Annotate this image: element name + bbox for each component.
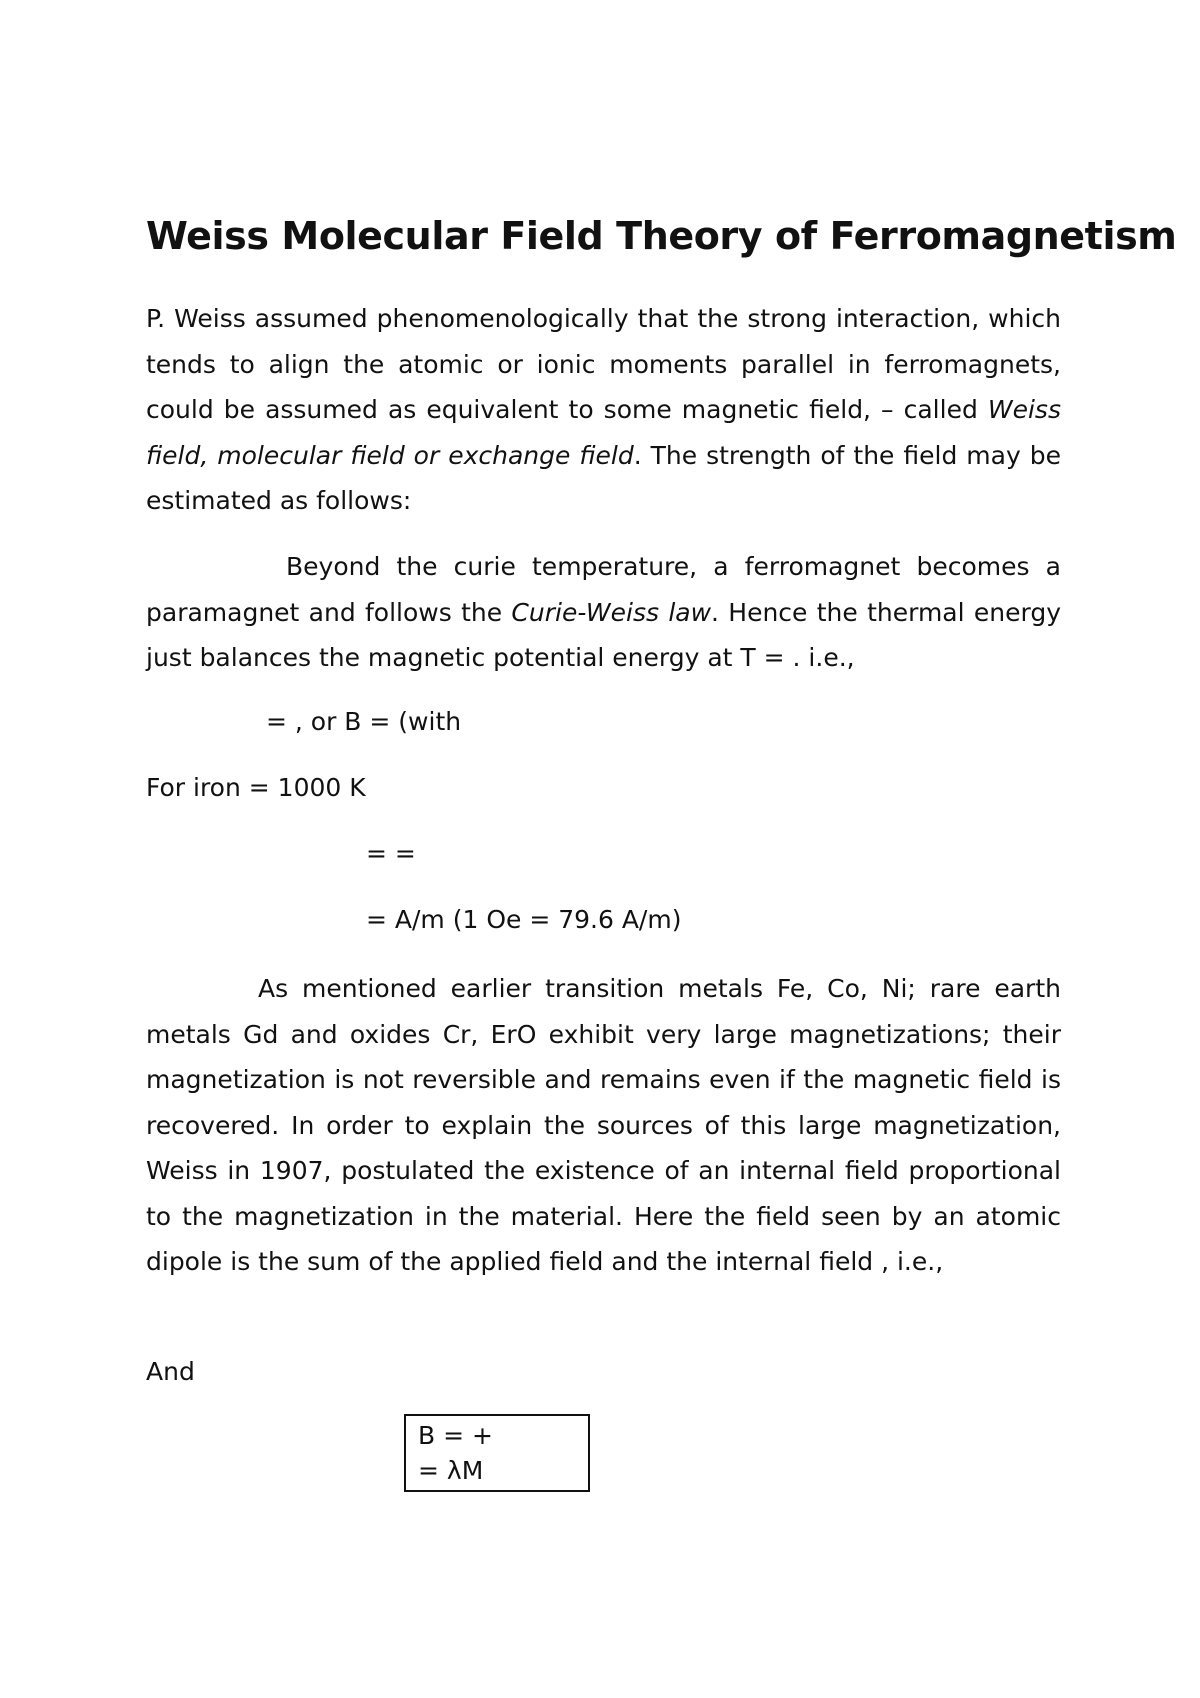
curie-weiss-law-term: Curie-Weiss law: [511, 597, 712, 627]
boxed-equation-internal-field: = λM: [418, 1456, 484, 1485]
equation-field-value: = A/m (1 Oe = 79.6 A/m): [366, 905, 682, 934]
equation-energy-balance: = , or B = (with: [266, 707, 462, 736]
boxed-equation-total-field: B = +: [418, 1421, 493, 1450]
equation-field-estimate: = =: [366, 839, 416, 868]
equation-iron-curie-temp: For iron = 1000 K: [146, 773, 366, 802]
intro-italic-terms: Weiss field, molecular field or exchange field: [146, 395, 1061, 470]
intro-text-end: . The strength of the field may be estimated as follows:: [146, 440, 1061, 515]
intro-paragraph: [146, 296, 1061, 524]
curie-text-start: Beyond the curie temperature, a ferromagnet becomes a paramagnet and follows the: [146, 552, 1061, 627]
internal-field-paragraph: As mentioned earlier transition metals Fe, Co, Ni; rare earth metals Gd and oxides Cr, ErO exhibit very large magnetizations; their magnetization is not reversible and remains even if the magnetic field is recovered. In order to explain the sources of this large magnetization, Weiss in 1907, postulated the existence of an internal field proportional to the magnetization in the material. Here the field seen by an atomic dipole is the sum of the applied field and the internal field , i.e.,: [146, 974, 1061, 1276]
curie-text-end: . Hence the thermal energy just balances the magnetic potential energy at T = . i.e.,: [146, 597, 1061, 672]
and-label: And: [146, 1357, 195, 1386]
intro-text-start: P. Weiss assumed phenomenologically that the strong interaction, which tends to align the atomic or ionic moments parallel in ferromagnets, could be assumed as equivalent to some magnetic field, – called: [146, 304, 1061, 424]
curie-paragraph: [146, 544, 1061, 681]
boxed-equations: [404, 1414, 590, 1492]
document-title: Weiss Molecular Field Theory of Ferromagnetism: [146, 214, 1177, 258]
